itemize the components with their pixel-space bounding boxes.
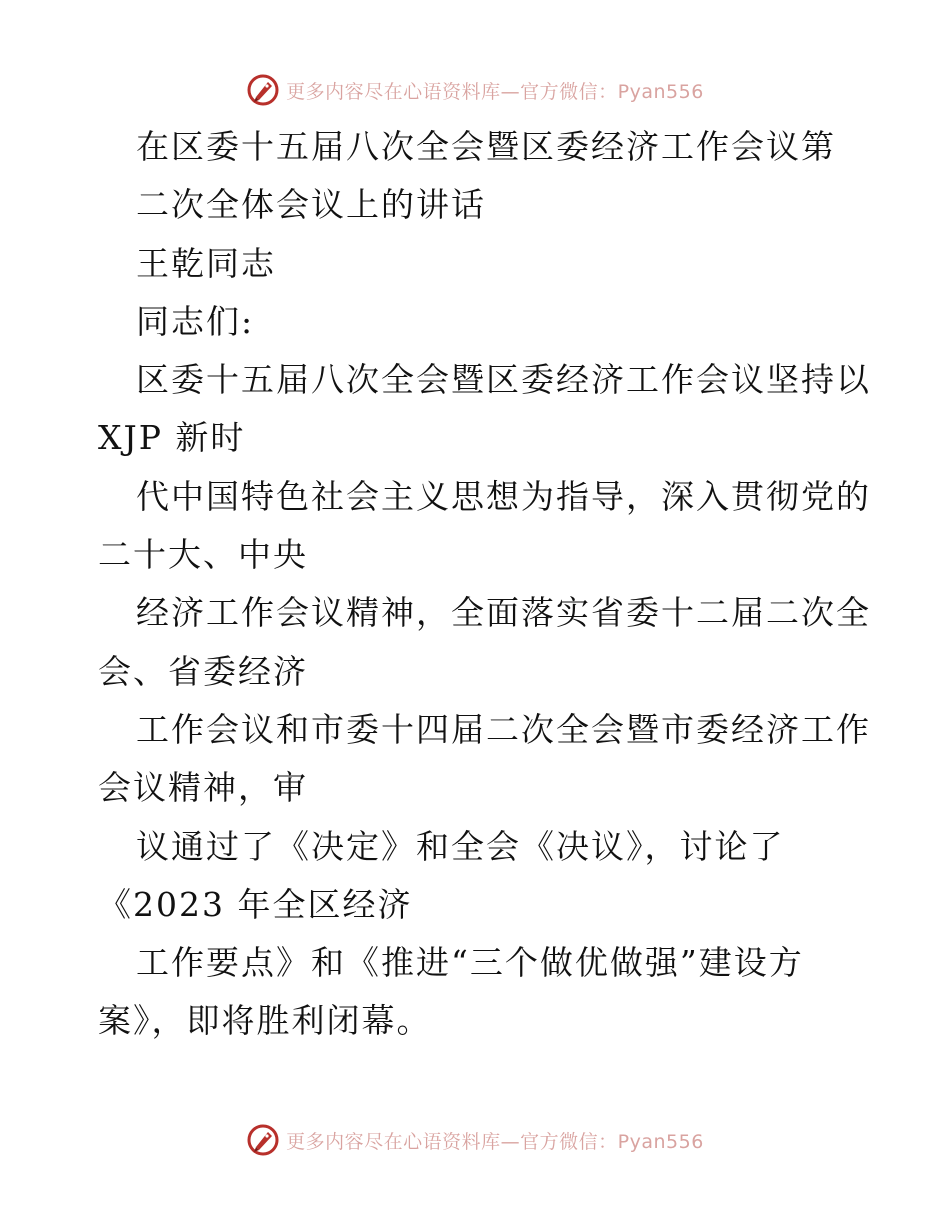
author-line: 王乾同志: [136, 243, 276, 283]
pen-nib-logo-icon: [246, 73, 280, 107]
paragraph-line: XJP 新时: [98, 418, 246, 458]
paragraph-line: 会议精神，审: [98, 768, 308, 808]
paragraph-line: 《2023 年全区经济: [98, 884, 413, 924]
paragraph-line: 会、省委经济: [98, 651, 308, 691]
paragraph-line: 工作要点》和《推进“三个做优做强”建设方: [136, 943, 804, 983]
paragraph-line: 区委十五届八次全会暨区委经济工作会议坚持以: [136, 360, 871, 400]
paragraph-line: 议通过了《决定》和全会《决议》，讨论了: [136, 826, 785, 866]
paragraph-line: 案》，即将胜利闭幕。: [98, 1001, 432, 1041]
document-body: [98, 118, 871, 1051]
watermark-text: 更多内容尽在心语资料库—官方微信：Pyan556: [286, 80, 704, 103]
paragraph-line: 代中国特色社会主义思想为指导，深入贯彻党的: [136, 476, 871, 516]
paragraph-line: 工作会议和市委十四届二次全会暨市委经济工作: [136, 709, 871, 749]
footer-watermark: [0, 1120, 950, 1160]
paragraph-line: 经济工作会议精神，全面落实省委十二届二次全: [136, 593, 871, 633]
watermark-text: 更多内容尽在心语资料库—官方微信：Pyan556: [286, 1130, 704, 1153]
salutation-line: 同志们:: [136, 301, 255, 341]
pen-nib-logo-icon: [246, 1123, 280, 1157]
header-watermark: [0, 70, 950, 110]
paragraph-line: 二十大、中央: [98, 535, 308, 575]
title-line-1: 在区委十五届八次全会暨区委经济工作会议第: [136, 127, 836, 166]
title-line-2: 二次全体会议上的讲话: [136, 185, 486, 225]
